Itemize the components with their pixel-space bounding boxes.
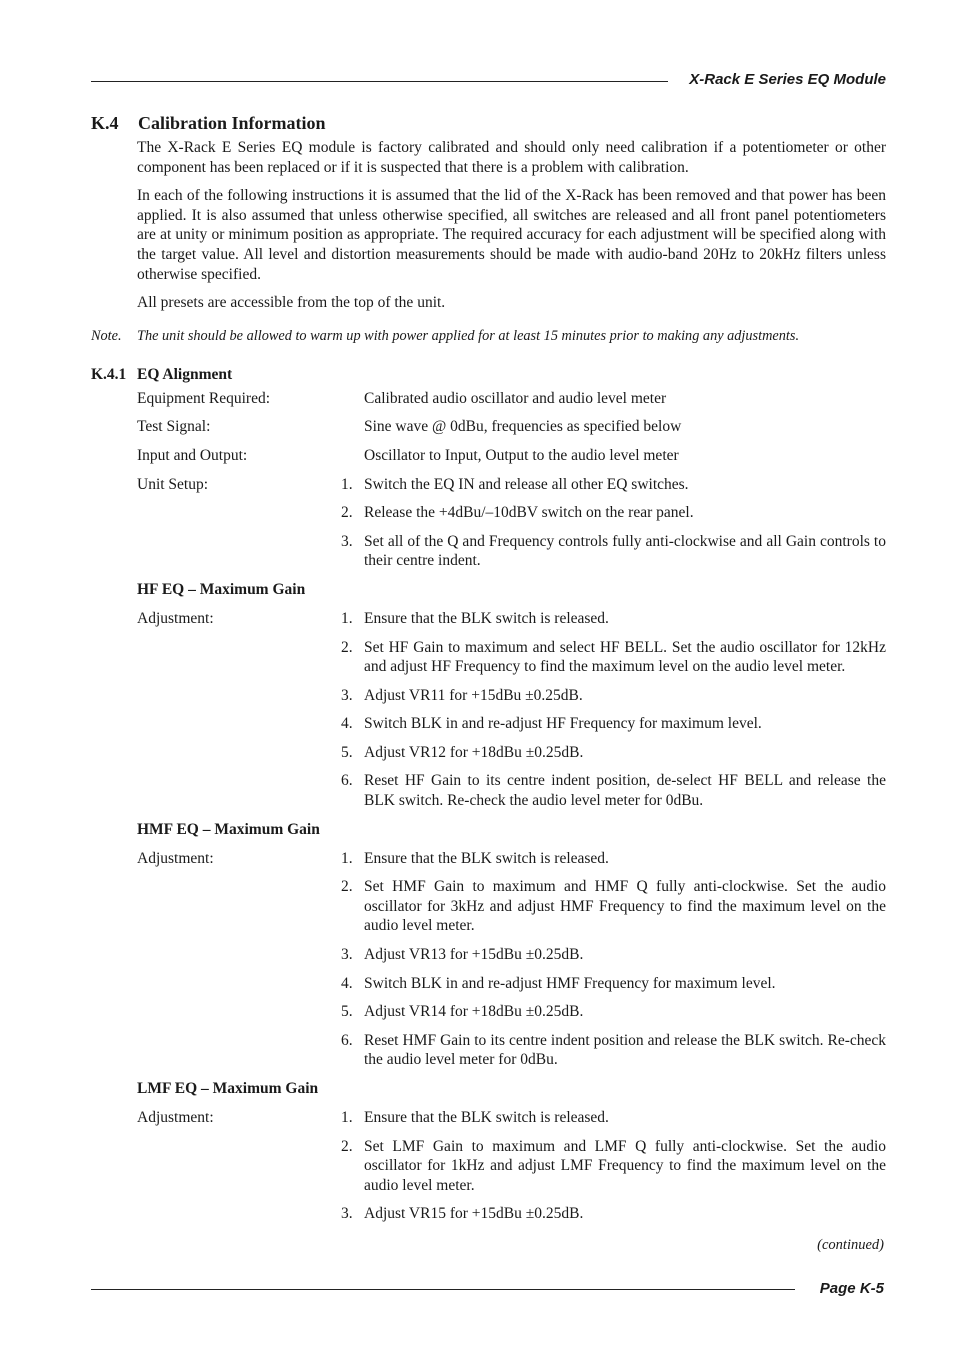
step-number: 4. xyxy=(341,974,353,992)
requirement-label: Test Signal: xyxy=(137,418,211,436)
step-text: Set HMF Gain to maximum and HMF Q fully anti-clockwise. Set the audio oscillator for 3kHz and adjust HMF Frequency to find the maximum level on the audio level meter. xyxy=(364,878,886,935)
hf-eq-heading: HF EQ – Maximum Gain xyxy=(137,580,306,598)
requirement-row xyxy=(137,417,886,437)
hf-step xyxy=(137,609,886,629)
step-number: 2. xyxy=(341,878,353,896)
step-number: 1. xyxy=(341,475,353,493)
hf-step xyxy=(137,714,886,734)
subsection-number: K.4.1 xyxy=(91,365,127,383)
step-text: Adjust VR11 for +15dBu ±0.25dB. xyxy=(364,686,583,704)
step-number: 1. xyxy=(341,1109,353,1126)
hmf-eq-heading: HMF EQ – Maximum Gain xyxy=(137,820,320,838)
step-group-label: Adjustment: xyxy=(137,609,214,627)
requirement-value: Oscillator to Input, Output to the audio level meter xyxy=(364,446,679,464)
step-text: Adjust VR15 for +15dBu ±0.25dB. xyxy=(364,1205,584,1223)
warmup-note xyxy=(91,327,886,346)
step-text: Reset HF Gain to its centre indent position, de-select HF BELL and release the BLK switch. Re-check the audio level meter for 0dBu. xyxy=(364,772,886,810)
step-number: 3. xyxy=(341,686,353,704)
requirement-label: Input and Output: xyxy=(137,446,248,464)
step-number: 1. xyxy=(341,609,353,627)
requirement-row xyxy=(137,389,886,409)
step-number: 3. xyxy=(341,1205,353,1223)
step-text: Switch BLK in and re-adjust HMF Frequency for maximum level. xyxy=(364,974,776,992)
step-text: Ensure that the BLK switch is released. xyxy=(364,849,609,867)
step-number: 2. xyxy=(341,504,353,522)
subsection-title: EQ Alignment xyxy=(137,365,233,383)
step-number: 3. xyxy=(341,532,353,550)
step-number: 4. xyxy=(341,715,353,733)
step-text: Switch the EQ IN and release all other EQ switches. xyxy=(364,475,689,493)
header-rule xyxy=(91,81,668,82)
step-number: 6. xyxy=(341,772,353,790)
hmf-step xyxy=(137,1031,886,1070)
step-group-label: Adjustment: xyxy=(137,849,214,867)
step-text: Reset HMF Gain to its centre indent position and release the BLK switch. Re-check the audio level meter for 0dBu. xyxy=(364,1031,886,1069)
intro-paragraph: The X-Rack E Series EQ module is factory calibrated and should only need calibration if a potentiometer or other component has been replaced or if it is suspected that there is a problem with calibration. xyxy=(137,139,886,176)
step-text: Set LMF Gain to maximum and LMF Q fully anti-clockwise. Set the audio oscillator for 1kHz and adjust LMF Frequency to find the maximum level on the audio level meter. xyxy=(364,1137,886,1194)
setup-step xyxy=(137,475,886,495)
step-number: 1. xyxy=(341,849,353,867)
setup-step xyxy=(137,503,886,523)
note-label: Note. xyxy=(91,327,122,344)
hmf-step xyxy=(137,974,886,994)
step-text: Adjust VR14 for +18dBu ±0.25dB. xyxy=(364,1003,584,1021)
step-text: Set HF Gain to maximum and select HF BELL. Set the audio oscillator for 12kHz and adjust HF Frequency to find the maximum level on the audio level meter. xyxy=(364,638,886,676)
section-number: K.4 xyxy=(91,113,119,133)
section-heading xyxy=(91,112,886,134)
step-number: 5. xyxy=(341,743,353,761)
hf-step xyxy=(137,743,886,763)
document-title: X-Rack E Series EQ Module xyxy=(689,71,886,88)
section-title: Calibration Information xyxy=(138,113,326,133)
step-text: Adjust VR12 for +18dBu ±0.25dB. xyxy=(364,743,584,761)
step-number: 2. xyxy=(341,1137,353,1155)
lmf-step xyxy=(137,1137,886,1196)
step-text: Adjust VR13 for +15dBu ±0.25dB. xyxy=(364,946,584,964)
step-number: 5. xyxy=(341,1003,353,1021)
step-text: Ensure that the BLK switch is released. xyxy=(364,1109,609,1126)
requirement-value: Calibrated audio oscillator and audio level meter xyxy=(364,389,667,407)
hmf-step xyxy=(137,877,886,936)
step-number: 3. xyxy=(341,946,353,964)
footer-rule xyxy=(91,1289,795,1290)
hf-step xyxy=(137,686,886,706)
step-group-label: Adjustment: xyxy=(137,1109,214,1126)
setup-step xyxy=(137,532,886,571)
assumptions-paragraph: In each of the following instructions it is assumed that the lid of the X-Rack has been removed and that power has been applied. It is also assumed that unless otherwise specified, all switches are released and all front panel potentiometers are at unity or minimum position as appropriate. The required accuracy for each adjustment will be specified along with the target value. All level and distortion measurements should be made with audio-band 20Hz to 20kHz filters unless otherwise specified. xyxy=(137,187,886,283)
hmf-step xyxy=(137,945,886,965)
lmf-step xyxy=(137,1108,886,1128)
step-text: Ensure that the BLK switch is released. xyxy=(364,609,609,627)
lmf-eq-heading: LMF EQ – Maximum Gain xyxy=(137,1080,319,1097)
hmf-step xyxy=(137,849,886,869)
note-text: The unit should be allowed to warm up with power applied for at least 15 minutes prior to making any adjustments. xyxy=(137,327,800,344)
step-number: 6. xyxy=(341,1031,353,1049)
step-text: Release the +4dBu/–10dBV switch on the rear panel. xyxy=(364,504,694,522)
requirement-row xyxy=(137,446,886,466)
step-text: Switch BLK in and re-adjust HF Frequency for maximum level. xyxy=(364,715,762,733)
hmf-step xyxy=(137,1002,886,1022)
page-content xyxy=(91,112,886,1233)
continued-note: (continued) xyxy=(817,1237,884,1253)
presets-paragraph: All presets are accessible from the top of the unit. xyxy=(137,294,446,312)
hf-step xyxy=(137,638,886,677)
step-group-label: Unit Setup: xyxy=(137,475,209,493)
step-number: 2. xyxy=(341,638,353,656)
requirement-label: Equipment Required: xyxy=(137,389,271,407)
step-text: Set all of the Q and Frequency controls fully anti-clockwise and all Gain controls to their centre indent. xyxy=(364,532,886,570)
requirement-value: Sine wave @ 0dBu, frequencies as specified below xyxy=(364,418,682,436)
hf-step xyxy=(137,771,886,810)
page-number: Page K-5 xyxy=(819,1280,884,1297)
lmf-step xyxy=(137,1204,886,1224)
subsection-heading xyxy=(91,365,886,384)
